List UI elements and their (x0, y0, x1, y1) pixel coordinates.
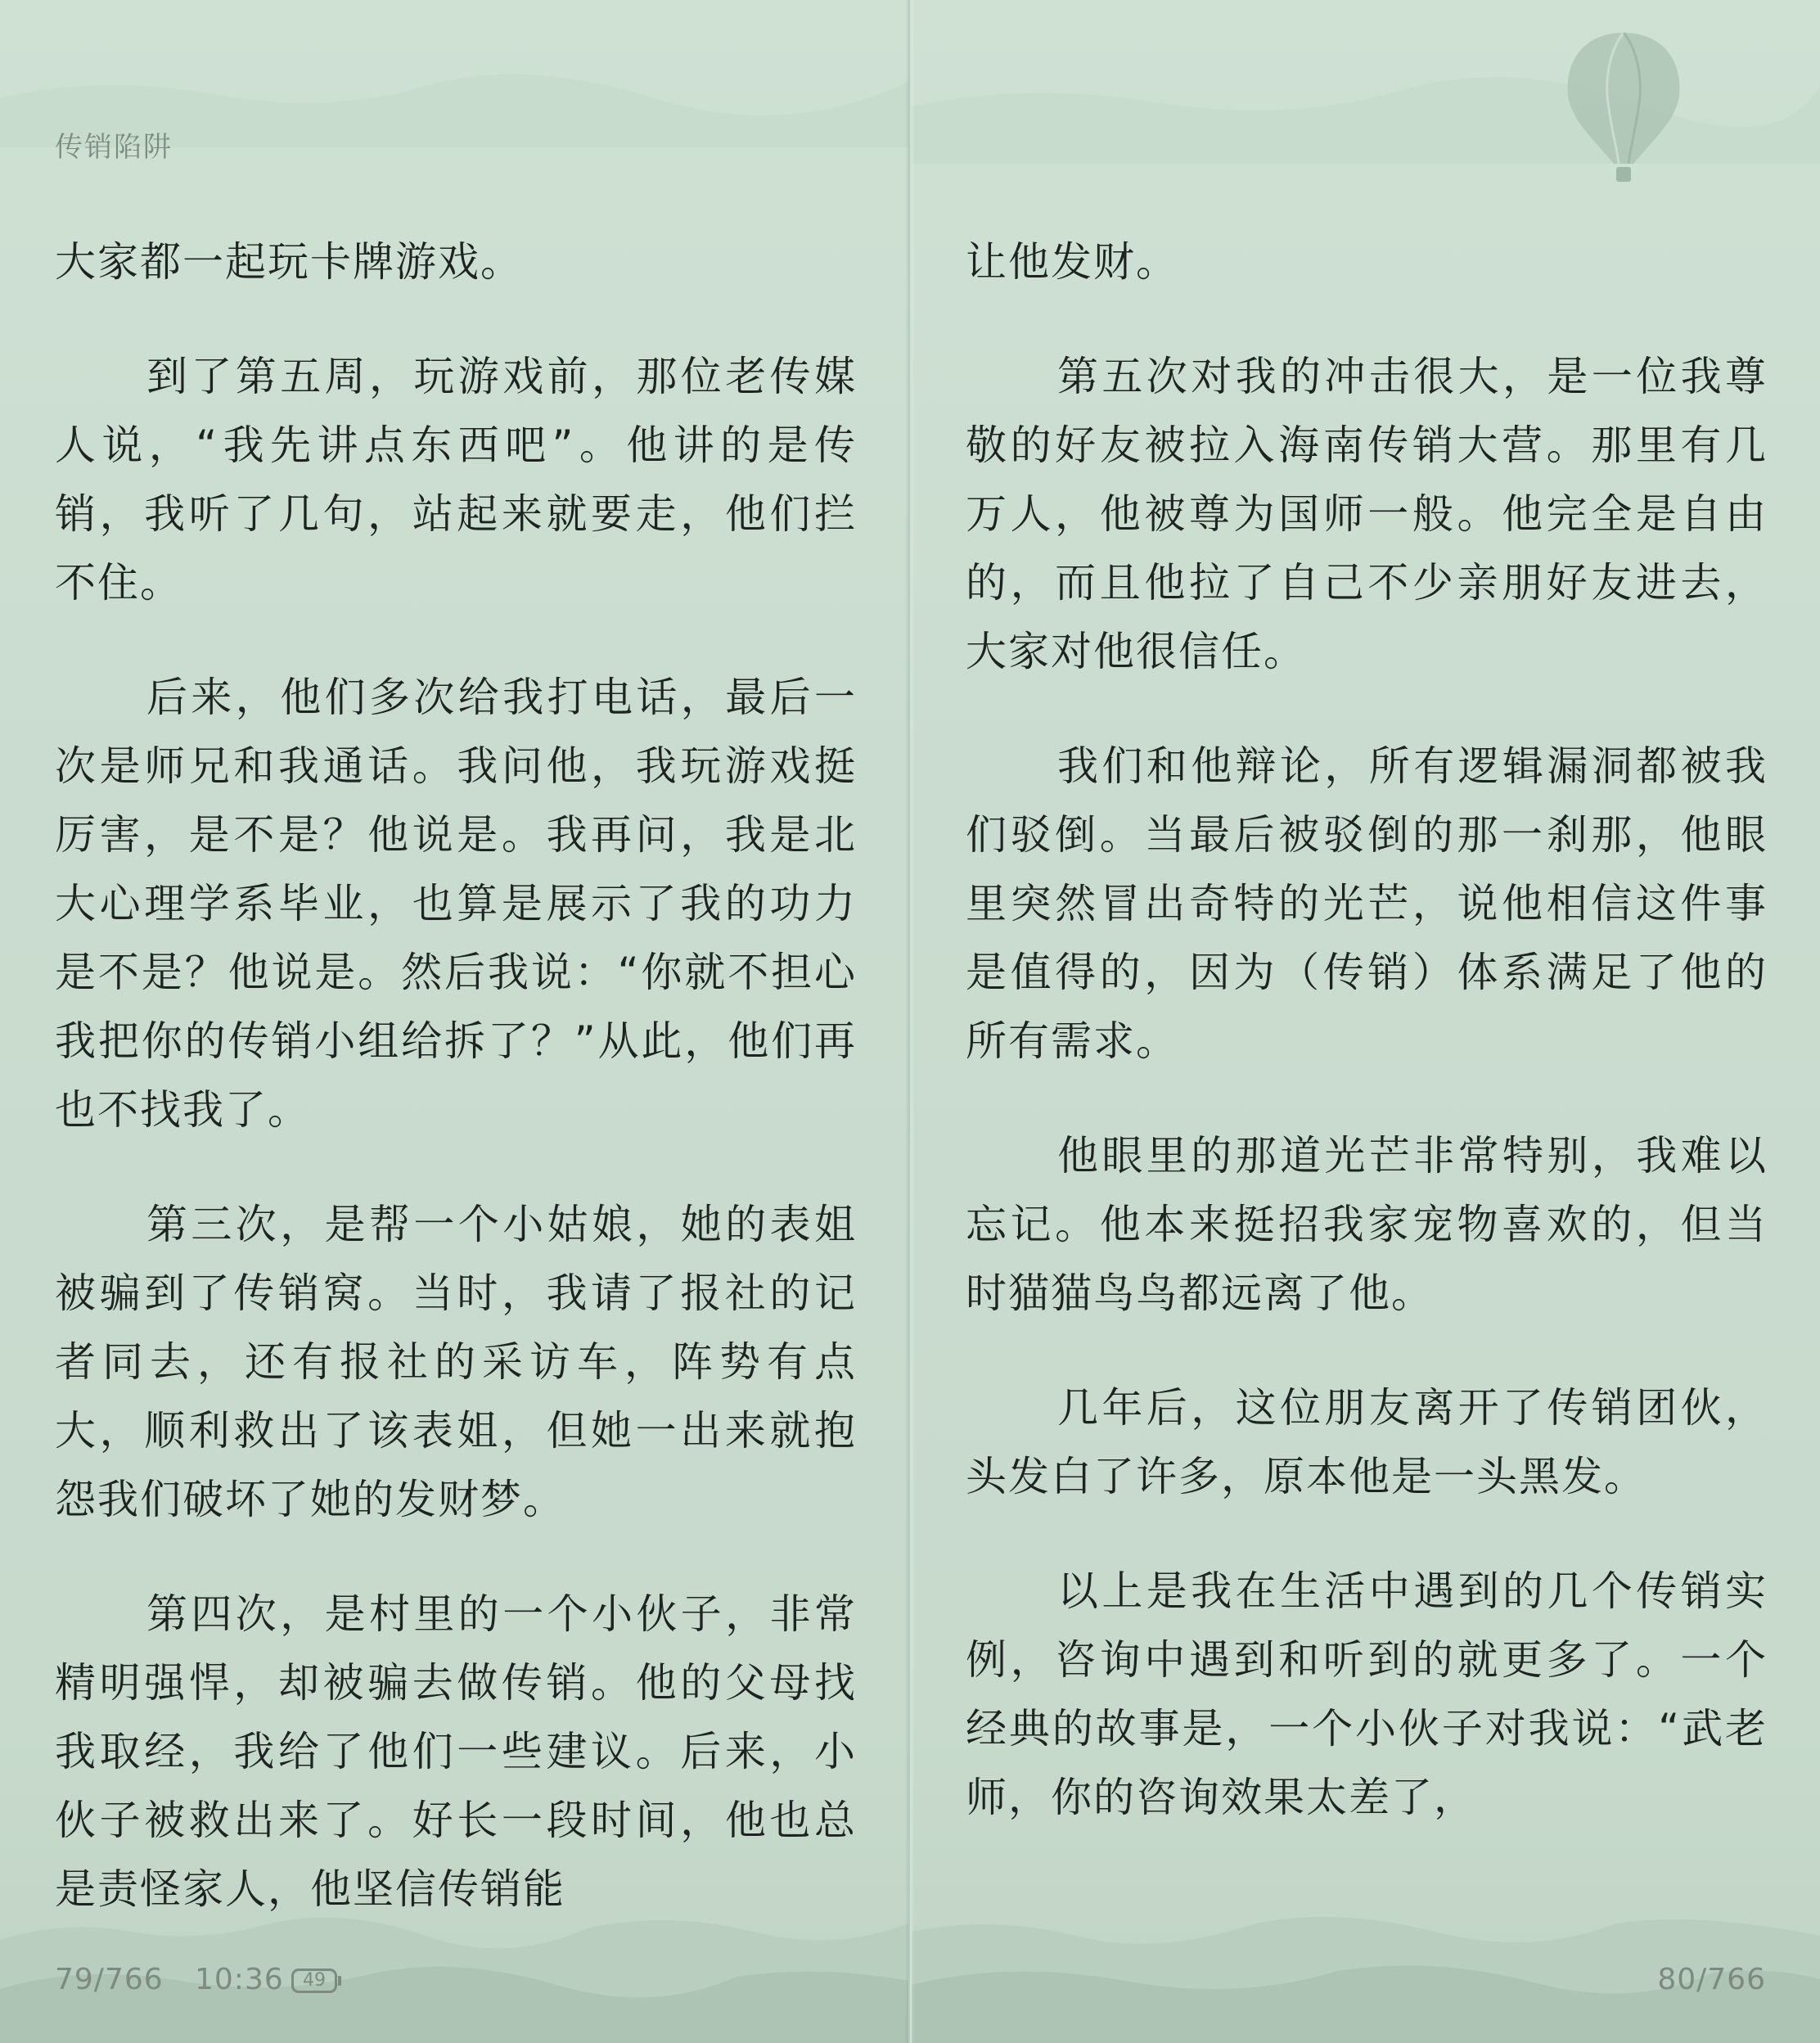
paragraph: 大家都一起玩卡牌游戏。 (55, 238, 523, 286)
right-page-text (966, 228, 1768, 1878)
paragraph: 到了第五周，玩游戏前，那位老传媒人说，“我先讲点东西吧”。他讲的是传销，我听了几句，站起来就要走，他们拦不住。 (55, 353, 857, 607)
status-time: 10:36 (195, 1963, 284, 1996)
battery-icon (291, 1969, 337, 1993)
right-page[interactable] (912, 0, 1820, 2043)
paragraph: 第三次，是帮一个小姑娘，她的表姐被骗到了传销窝。当时，我请了报社的记者同去，还有报社的采访车，阵势有点大，顺利救出了该表姐，但她一出来就抱怨我们破坏了她的发财梦。 (55, 1201, 857, 1523)
hot-air-balloon-icon (1558, 26, 1689, 190)
left-page[interactable] (0, 0, 908, 2043)
page-number-right: 80/766 (1657, 1963, 1766, 1996)
battery-tip (338, 1976, 341, 1986)
book-spine (905, 0, 915, 2043)
book-title: 传销陷阱 (55, 131, 173, 164)
paragraph: 以上是我在生活中遇到的几个传销实例，咨询中遇到和听到的就更多了。一个经典的故事是，一个小伙子对我说：“武老师，你的咨询效果太差了， (966, 1567, 1768, 1821)
paragraph: 他眼里的那道光芒非常特别，我难以忘记。他本来挺招我家宠物喜欢的，但当时猫猫鸟鸟都远离了他。 (966, 1132, 1768, 1317)
paragraph: 几年后，这位朋友离开了传销团伙，头发白了许多，原本他是一头黑发。 (966, 1384, 1768, 1500)
paragraph: 第四次，是村里的一个小伙子，非常精明强悍，却被骗去做传销。他的父母找我取经，我给了他们一些建议。后来，小伙子被救出来了。好长一段时间，他也总是责怪家人，他坚信传销能 (55, 1590, 857, 1913)
page-number-left: 79/766 (55, 1963, 164, 1996)
paragraph: 让他发财。 (966, 238, 1178, 286)
paragraph: 后来，他们多次给我打电话，最后一次是师兄和我通话。我问他，我玩游戏挺厉害，是不是？他说是。我再问，我是北大心理学系毕业，也算是展示了我的功力是不是？他说是。然后我说：“你就不担心我把你的传销小组给拆了？”从此，他们再也不找我了。 (55, 674, 857, 1134)
battery-level: 49 (303, 1970, 326, 1991)
paragraph: 第五次对我的冲击很大，是一位我尊敬的好友被拉入海南传销大营。那里有几万人，他被尊为国师一般。他完全是自由的，而且他拉了自己不少亲朋好友进去，大家对他很信任。 (966, 353, 1768, 675)
mountain-silhouette-bottom (912, 1874, 1820, 2043)
left-page-text (55, 228, 857, 1969)
paragraph: 我们和他辩论，所有逻辑漏洞都被我们驳倒。当最后被驳倒的那一刹那，他眼里突然冒出奇特的光芒，说他相信这件事是值得的，因为（传销）体系满足了他的所有需求。 (966, 742, 1768, 1065)
